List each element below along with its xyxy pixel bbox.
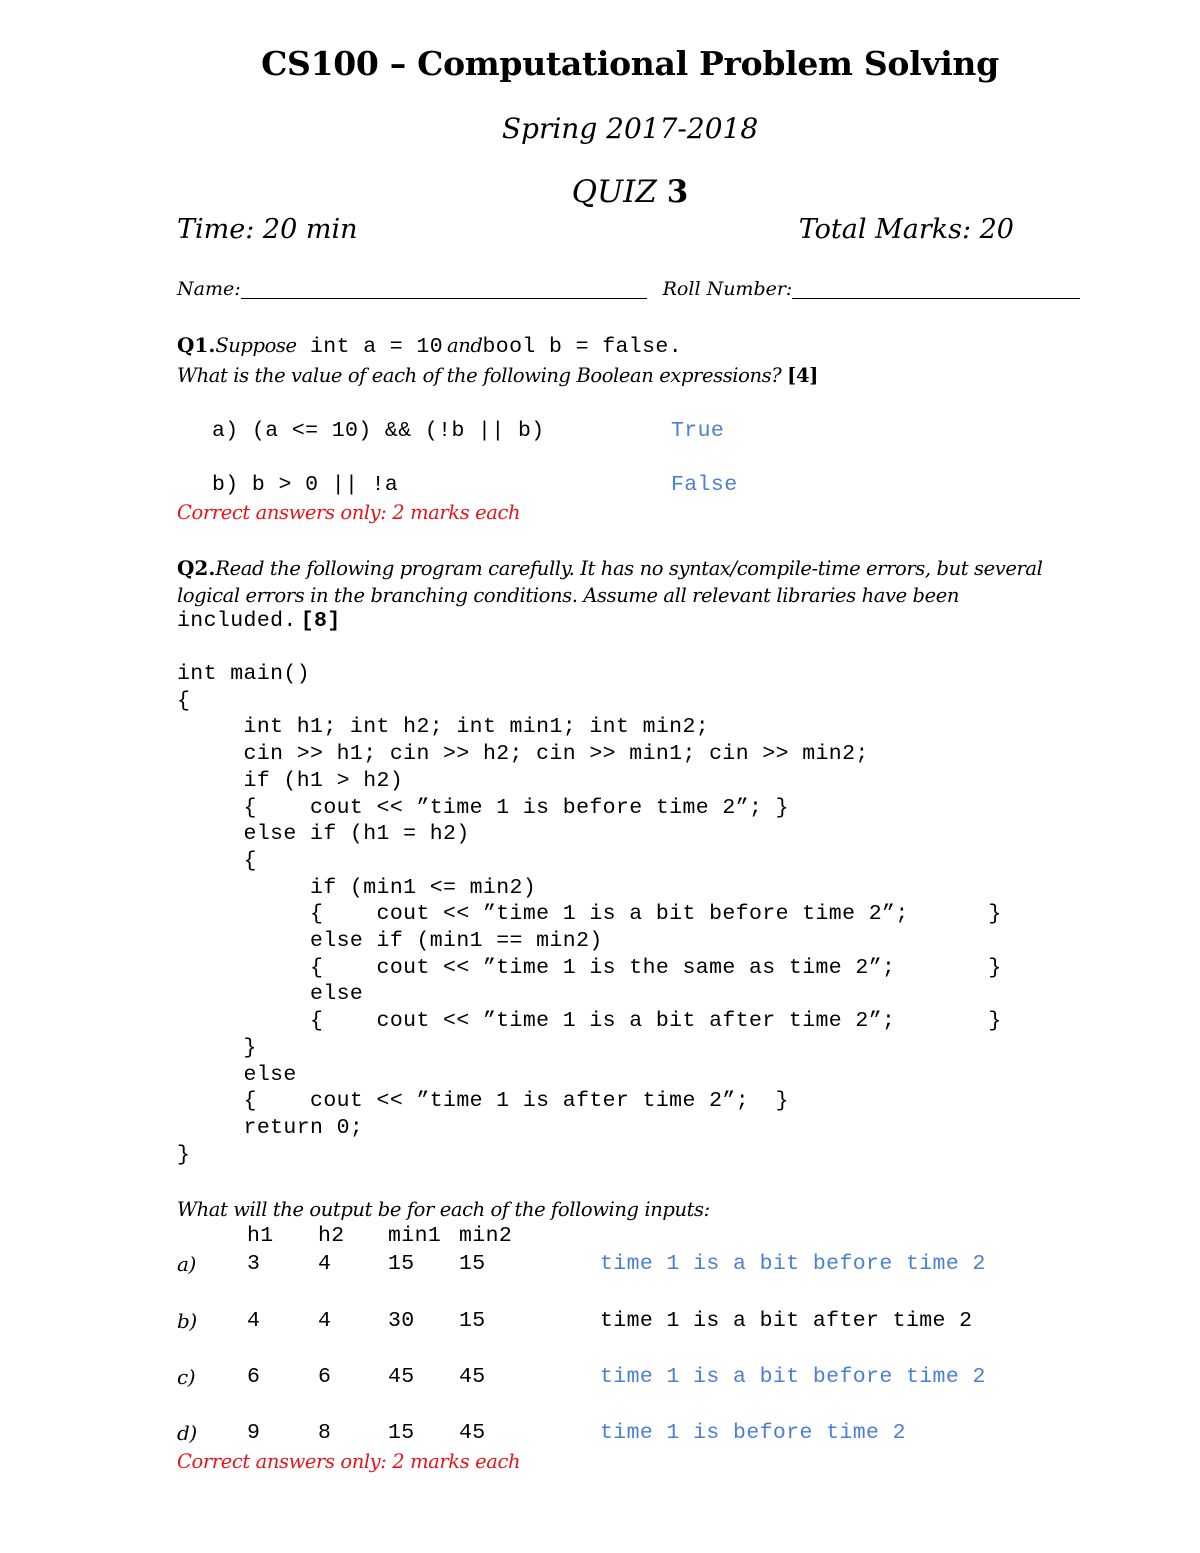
q2-marks: [8] — [300, 609, 341, 633]
column-header-h1: h1 — [247, 1224, 274, 1248]
q1-part-a-answer: True — [671, 419, 725, 443]
q1-code-1: int a = 10 — [296, 335, 444, 359]
code-line: { — [177, 688, 191, 713]
name-blank[interactable] — [241, 278, 647, 299]
q1-marks: [4] — [787, 364, 818, 387]
q2-intro-line-2: logical errors in the branching conditions. Assume all relevant libraries have been — [177, 584, 960, 607]
q2-text-1: Read the following program carefully. It has no syntax/compile-time errors, but several — [215, 557, 1043, 580]
q1-part-b-expression: b) b > 0 || !a — [212, 473, 399, 497]
row-cell-min2: 15 — [459, 1309, 486, 1333]
code-line: if (min1 <= min2) — [177, 875, 537, 900]
q1-question-text: What is the value of each of the following Boolean expressions? — [177, 364, 782, 387]
code-line: } — [177, 1142, 191, 1167]
document-title: CS100 – Computational Problem Solving — [261, 44, 999, 83]
time-limit: Time: 20 min — [177, 214, 358, 245]
row-cell-h1: 3 — [247, 1252, 261, 1276]
code-line: { — [177, 848, 257, 873]
roll-number-label: Roll Number: — [662, 278, 793, 300]
code-line: { cout << ”time 1 is after time 2”; } — [177, 1089, 789, 1114]
code-line: else — [177, 982, 364, 1007]
code-line: if (h1 > h2) — [177, 768, 404, 793]
code-line: { cout << ”time 1 is the same as time 2”; } — [177, 955, 1002, 980]
code-line: return 0; — [177, 1115, 364, 1140]
q1-part-b-answer: False — [671, 473, 738, 497]
row-output: time 1 is a bit after time 2 — [600, 1309, 973, 1333]
code-line: else if (min1 == min2) — [177, 929, 603, 953]
row-label: d) — [177, 1421, 197, 1445]
q1-part-a-expression: a) (a <= 10) && (!b || b) — [212, 419, 545, 443]
row-cell-min1: 15 — [388, 1421, 415, 1445]
row-cell-min1: 45 — [388, 1365, 415, 1389]
code-line: cin >> h1; cin >> h2; cin >> min1; cin >> min2; — [177, 742, 869, 767]
quiz-number: 3 — [666, 174, 689, 210]
name-label: Name: — [177, 278, 241, 300]
row-cell-h2: 4 — [318, 1309, 332, 1333]
q2-label: Q2. — [177, 556, 216, 580]
code-line: { cout << ”time 1 is a bit after time 2”; } — [177, 1009, 1002, 1034]
quiz-heading — [0, 174, 1200, 210]
row-label: b) — [177, 1309, 197, 1333]
column-header-min1: min1 — [388, 1224, 442, 1248]
column-header-min2: min2 — [459, 1224, 513, 1248]
q1-label: Q1. — [177, 333, 216, 357]
q1-question — [177, 364, 818, 387]
roll-number-blank[interactable] — [792, 278, 1080, 299]
q2-text-3: included. — [177, 609, 297, 633]
q1-marking-note: Correct answers only: 2 marks each — [177, 501, 521, 524]
code-line: { cout << ”time 1 is a bit before time 2”; } — [177, 902, 1002, 927]
table-row-label — [177, 1309, 197, 1333]
code-line: { cout << ”time 1 is before time 2”; } — [177, 795, 789, 820]
row-label: c) — [177, 1365, 196, 1389]
table-row-label — [177, 1421, 197, 1445]
code-line: else — [177, 1062, 297, 1087]
table-row-label — [177, 1365, 195, 1389]
row-cell-min1: 30 — [388, 1309, 415, 1333]
q1-intro-text-1: Suppose — [215, 334, 297, 357]
row-cell-h2: 8 — [318, 1421, 332, 1445]
student-info-line — [177, 278, 1080, 300]
row-output: time 1 is before time 2 — [600, 1421, 906, 1445]
row-label: a) — [177, 1252, 196, 1276]
table-row-label — [177, 1252, 196, 1276]
row-cell-h2: 6 — [318, 1365, 332, 1389]
row-cell-min2: 45 — [459, 1365, 486, 1389]
row-cell-h1: 4 — [247, 1309, 261, 1333]
q2-intro-line-3 — [177, 609, 341, 633]
quiz-label: QUIZ — [571, 174, 657, 210]
q2-marking-note: Correct answers only: 2 marks each — [177, 1450, 521, 1473]
code-line: } — [177, 1035, 257, 1060]
row-output: time 1 is a bit before time 2 — [600, 1252, 986, 1276]
row-cell-h2: 4 — [318, 1252, 332, 1276]
q2-intro-line-1 — [177, 556, 1042, 580]
q2-output-question: What will the output be for each of the following inputs: — [177, 1198, 710, 1221]
code-line: int h1; int h2; int min1; int min2; — [177, 715, 710, 740]
row-cell-h1: 6 — [247, 1365, 261, 1389]
q1-code-2: bool b = false. — [482, 335, 683, 359]
row-cell-min2: 15 — [459, 1252, 486, 1276]
q1-intro-text-2: and — [447, 334, 483, 357]
code-line: int main() — [177, 662, 311, 686]
row-cell-min1: 15 — [388, 1252, 415, 1276]
row-output: time 1 is a bit before time 2 — [600, 1365, 986, 1389]
total-marks: Total Marks: 20 — [798, 214, 1014, 245]
q1-intro — [177, 333, 682, 359]
column-header-h2: h2 — [318, 1224, 345, 1248]
row-cell-h1: 9 — [247, 1421, 261, 1445]
code-line: else if (h1 = h2) — [177, 822, 470, 847]
row-cell-min2: 45 — [459, 1421, 486, 1445]
term-subtitle: Spring 2017-2018 — [501, 112, 759, 145]
